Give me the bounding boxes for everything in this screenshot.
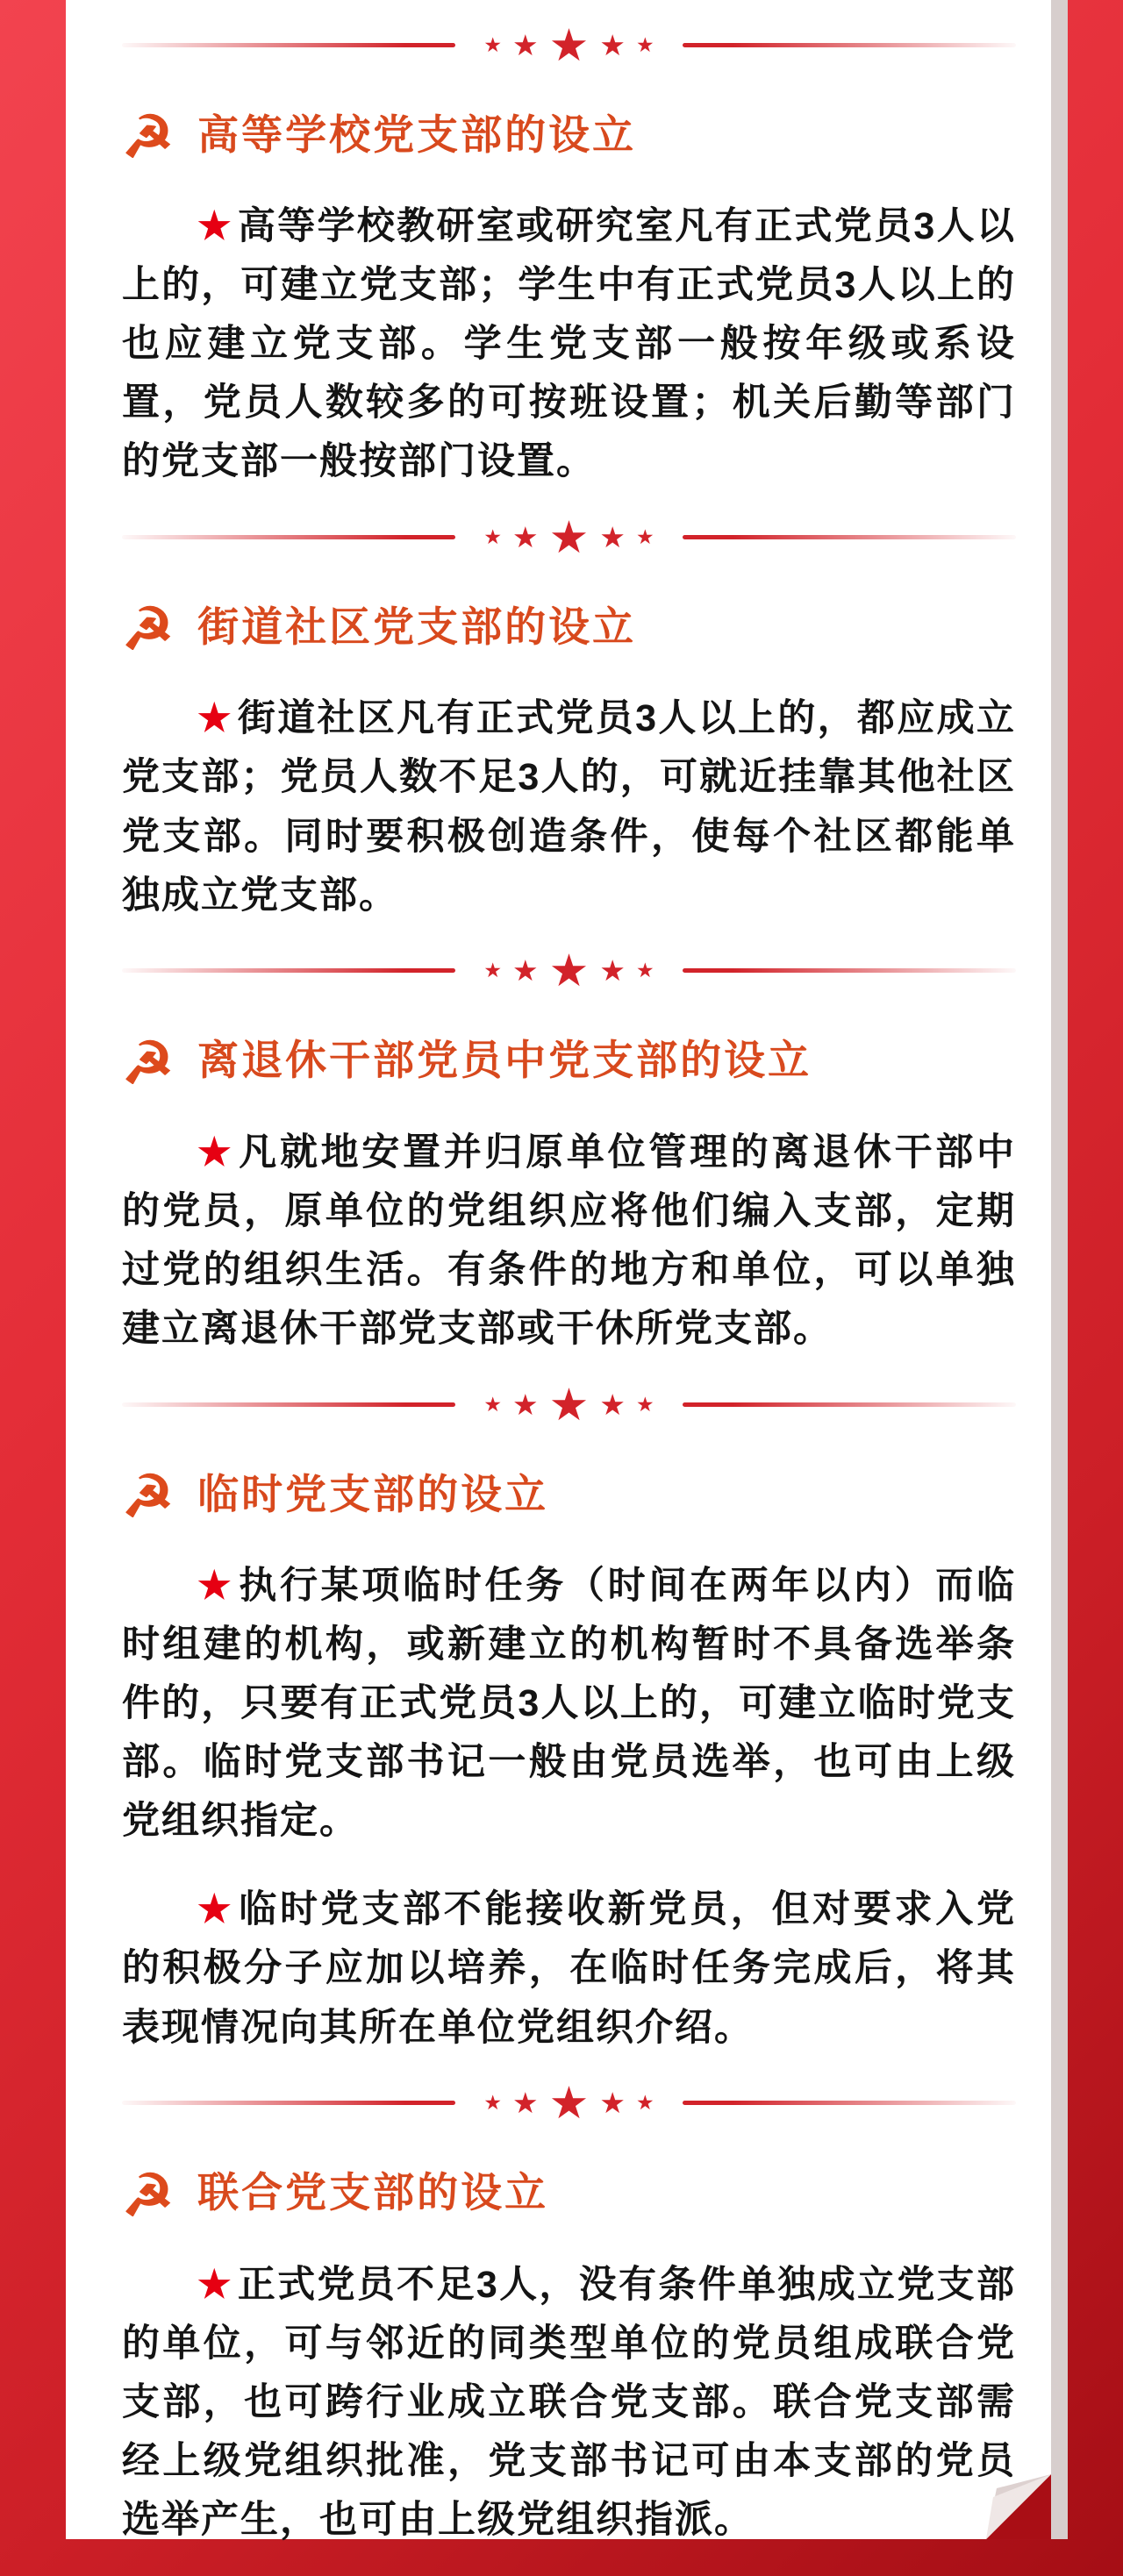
divider-star-icon: ★ [512, 1388, 539, 1421]
divider-star-icon: ★ [548, 2078, 590, 2129]
divider-line [683, 43, 1016, 47]
star-bullet-icon: ★ [197, 697, 233, 740]
divider-star-icon: ★ [512, 520, 539, 553]
section-header [122, 2162, 1016, 2228]
divider-star-icon: ★ [483, 32, 503, 56]
paragraph-text: 凡就地安置并归原单位管理的离退休干部中的党员，原单位的党组织应将他们编入支部，定期过党的组织生活。有条件的地方和单位，可以单独建立离退休干部党支部或干休所党支部。 [122, 1131, 1016, 1350]
divider-star-icon: ★ [599, 28, 626, 61]
paragraph-text: 正式党员不足3人，没有条件单独成立党支部的单位，可与邻近的同类型单位的党员组成联合党支部，也可跨行业成立联合党支部。联合党支部需经上级党组织批准，党支部书记可由本支部的党员选举产生，也可由上级党组织指派。 [122, 2263, 1016, 2541]
paragraph-text: 高等学校教研室或研究室凡有正式党员3人以上的，可建立党支部；学生中有正式党员3人以上的也应建立党支部。学生党支部一般按年级或系设置，党员人数较多的可按班设置；机关后勤等部门的党支部一般按部门设置。 [122, 205, 1016, 483]
divider-star-icon: ★ [548, 1379, 590, 1430]
divider-line [683, 1402, 1016, 1407]
divider-line [122, 2101, 455, 2105]
divider-star-icon: ★ [483, 959, 503, 982]
star-divider [122, 511, 1016, 562]
party-emblem-icon: ☭ [122, 2162, 177, 2228]
section-header [122, 1030, 1016, 1095]
star-bullet-icon: ★ [197, 2263, 233, 2306]
divider-line [683, 2101, 1016, 2105]
star-divider [122, 2078, 1016, 2129]
page-curl [974, 2462, 1051, 2539]
divider-line [122, 43, 455, 47]
paragraph-text: 街道社区凡有正式党员3人以上的，都应成立党支部；党员人数不足3人的，可就近挂靠其他社区党支部。同时要积极创造条件，使每个社区都能单独成立党支部。 [122, 697, 1016, 917]
content-card [66, 0, 1051, 2539]
star-bullet-icon: ★ [197, 1565, 235, 1608]
paragraph [122, 1124, 1016, 1359]
divider-star-icon: ★ [635, 1392, 654, 1416]
party-emblem-icon: ☭ [122, 596, 177, 662]
paragraph-text: 临时党支部不能接收新党员，但对要求入党的积极分子应加以培养，在临时任务完成后，将其表现情况向其所在单位党组织介绍。 [122, 1888, 1016, 2049]
divider-line [122, 968, 455, 973]
star-divider [122, 19, 1016, 70]
divider-star-icon: ★ [635, 959, 654, 982]
divider-star-icon: ★ [483, 524, 503, 548]
divider-star-icon: ★ [483, 1392, 503, 1416]
party-emblem-icon: ☭ [122, 104, 177, 169]
star-divider [122, 1379, 1016, 1430]
star-bullet-icon: ★ [197, 1131, 235, 1174]
divider-star-icon: ★ [635, 2091, 654, 2115]
party-emblem-icon: ☭ [122, 1030, 177, 1095]
section-joint [122, 2162, 1016, 2550]
divider-star-icon: ★ [548, 19, 590, 70]
section-header [122, 1464, 1016, 1530]
section-community [122, 598, 1016, 924]
divider-star-icon: ★ [512, 28, 539, 61]
party-emblem-icon: ☭ [122, 1464, 177, 1530]
section-temporary [122, 1466, 1016, 2058]
divider-star-icon: ★ [599, 520, 626, 553]
paragraph [122, 197, 1016, 491]
paragraph [122, 2256, 1016, 2550]
section-title: 高等学校党支部的设立 [197, 111, 637, 158]
paragraph-text: 执行某项临时任务（时间在两年以内）而临时组建的机构，或新建立的机构暂时不具备选举条件的，只要有正式党员3人以上的，可建立临时党支部。临时党支部书记一般由党员选举，也可由上级党组织指定。 [122, 1565, 1016, 1843]
divider-line [122, 535, 455, 539]
divider-star-icon: ★ [599, 2087, 626, 2120]
divider-line [683, 968, 1016, 973]
divider-line [122, 1402, 455, 1407]
star-bullet-icon: ★ [197, 205, 233, 247]
star-bullet-icon: ★ [197, 1888, 235, 1931]
divider-star-icon: ★ [635, 524, 654, 548]
divider-line [683, 535, 1016, 539]
section-title: 街道社区党支部的设立 [197, 603, 637, 651]
section-university [122, 106, 1016, 491]
section-title: 离退休干部党员中党支部的设立 [197, 1037, 812, 1084]
divider-star-icon: ★ [483, 2091, 503, 2115]
section-title: 临时党支部的设立 [197, 1470, 549, 1517]
divider-star-icon: ★ [635, 32, 654, 56]
divider-star-icon: ★ [599, 1388, 626, 1421]
star-divider [122, 945, 1016, 996]
divider-star-icon: ★ [512, 2087, 539, 2120]
section-title: 联合党支部的设立 [197, 2169, 549, 2216]
paragraph [122, 1880, 1016, 2057]
divider-star-icon: ★ [548, 511, 590, 562]
divider-star-icon: ★ [599, 954, 626, 988]
divider-star-icon: ★ [548, 945, 590, 996]
section-retired-cadres [122, 1032, 1016, 1359]
divider-star-icon: ★ [512, 954, 539, 988]
section-header [122, 104, 1016, 169]
section-header [122, 596, 1016, 662]
paragraph [122, 1557, 1016, 1851]
paragraph [122, 689, 1016, 924]
